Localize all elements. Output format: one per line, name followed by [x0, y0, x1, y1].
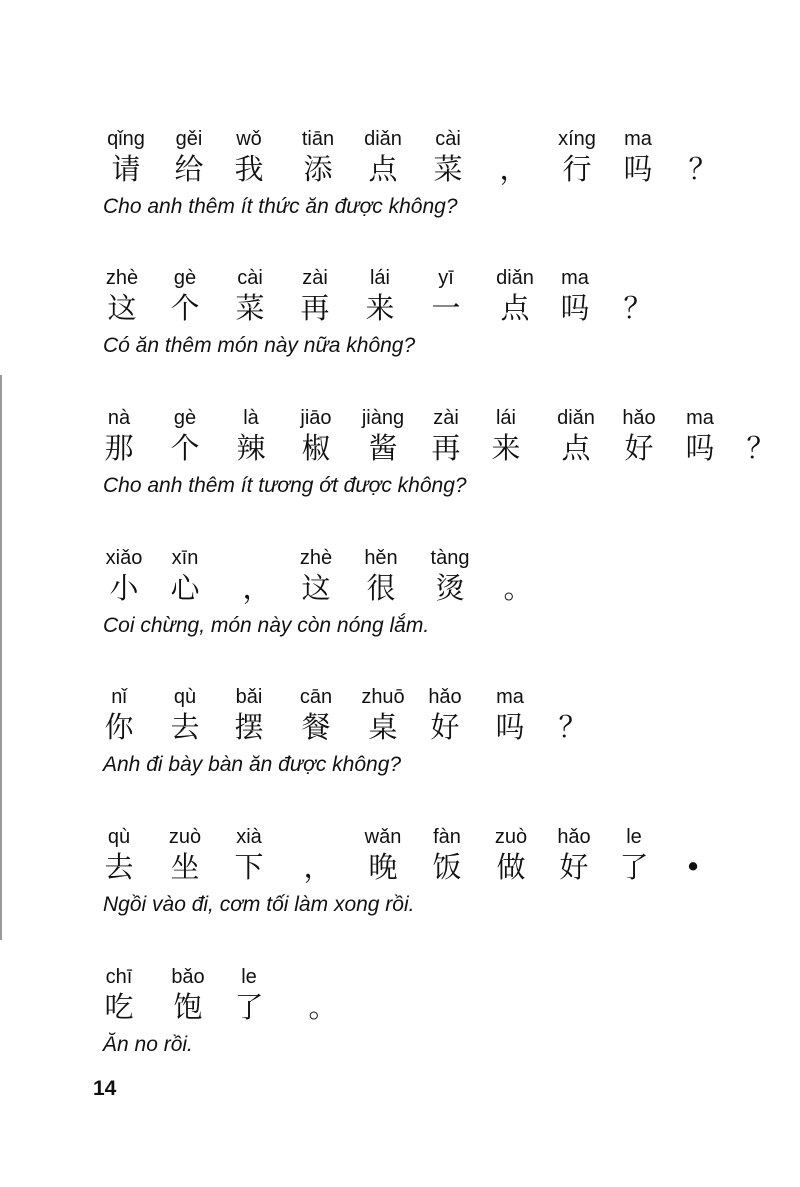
translation: Anh đi bày bàn ăn được không?: [103, 753, 402, 776]
hanzi: 桌: [368, 710, 398, 744]
hanzi: 一: [431, 291, 461, 325]
hanzi: 吃: [104, 990, 134, 1024]
hanzi: 很: [366, 571, 396, 605]
hanzi: 我: [234, 152, 264, 186]
pinyin: qù: [107, 826, 131, 848]
hanzi: 做: [496, 850, 526, 884]
hanzi: ，: [499, 152, 529, 186]
pinyin: lái: [495, 407, 516, 429]
hanzi: 点: [561, 431, 591, 465]
hanzi: 点: [368, 152, 398, 186]
hanzi: ？: [623, 291, 653, 325]
pinyin: ma: [496, 686, 524, 708]
hanzi: 再: [300, 291, 330, 325]
pinyin: cān: [299, 686, 333, 708]
hanzi: 小: [109, 571, 139, 605]
pinyin: cài: [435, 128, 461, 150]
hanzi: 椒: [301, 431, 331, 465]
hanzi: ，: [242, 571, 272, 605]
hanzi: 你: [104, 710, 134, 744]
pinyin: zhè: [299, 547, 333, 569]
hanzi: 给: [174, 152, 204, 186]
pinyin: le: [626, 826, 642, 848]
pinyin: tàng: [430, 547, 470, 569]
hanzi: ，: [303, 850, 333, 884]
hanzi: ？: [688, 152, 718, 186]
hanzi: ？: [558, 710, 588, 744]
pinyin: tiān: [301, 128, 335, 150]
hanzi: 好: [430, 710, 460, 744]
hanzi: 下: [234, 850, 264, 884]
pinyin: zhè: [105, 267, 139, 289]
pinyin: nà: [107, 407, 131, 429]
pinyin: gěi: [175, 128, 203, 150]
pinyin: nǐ: [111, 686, 127, 708]
pinyin: gè: [173, 407, 197, 429]
pinyin: là: [243, 407, 259, 429]
hanzi: •: [684, 850, 702, 884]
hanzi: 再: [431, 431, 461, 465]
hanzi: 吗: [623, 152, 653, 186]
pinyin: hǎo: [622, 407, 656, 429]
pinyin: chī: [105, 966, 133, 988]
pinyin: lái: [369, 267, 390, 289]
hanzi: 好: [559, 850, 589, 884]
pinyin: zuò: [168, 826, 202, 848]
translation: Có ăn thêm món này nữa không?: [103, 334, 416, 357]
pinyin: wǎn: [364, 826, 402, 848]
hanzi: ？: [746, 431, 776, 465]
hanzi: 行: [562, 152, 592, 186]
translation: Ngồi vào đi, cơm tối làm xong rồi.: [103, 893, 415, 916]
pinyin: ma: [624, 128, 652, 150]
hanzi: 了: [619, 850, 649, 884]
pinyin: ma: [561, 267, 589, 289]
pinyin: qǐng: [107, 128, 145, 150]
pinyin: xīn: [171, 547, 199, 569]
pinyin: xíng: [558, 128, 596, 150]
hanzi: 个: [170, 291, 200, 325]
hanzi: 晚: [368, 850, 398, 884]
hanzi: 菜: [235, 291, 265, 325]
hanzi: 去: [170, 710, 200, 744]
hanzi: 菜: [433, 152, 463, 186]
pinyin: hěn: [364, 547, 398, 569]
hanzi: 酱: [368, 431, 398, 465]
pinyin: xià: [236, 826, 262, 848]
hanzi: 去: [104, 850, 134, 884]
hanzi: 吗: [685, 431, 715, 465]
pinyin: xiǎo: [105, 547, 143, 569]
translation: Coi chừng, món này còn nóng lắm.: [103, 614, 430, 637]
hanzi: 辣: [236, 431, 266, 465]
hanzi: 点: [500, 291, 530, 325]
hanzi: 了: [234, 990, 264, 1024]
pinyin: hǎo: [428, 686, 462, 708]
translation: Cho anh thêm ít tương ớt được không?: [103, 474, 467, 497]
pinyin: jiàng: [361, 407, 405, 429]
hanzi: 吗: [495, 710, 525, 744]
pinyin: cài: [237, 267, 263, 289]
pinyin: bǎo: [171, 966, 205, 988]
hanzi: 添: [303, 152, 333, 186]
hanzi: 。: [503, 571, 533, 605]
hanzi: 心: [170, 571, 200, 605]
pinyin: zuò: [494, 826, 528, 848]
hanzi: 吗: [560, 291, 590, 325]
pinyin: diǎn: [496, 267, 534, 289]
pinyin: wǒ: [236, 128, 262, 150]
pinyin: zhuō: [361, 686, 405, 708]
hanzi: 这: [107, 291, 137, 325]
pinyin: jiāo: [300, 407, 332, 429]
pinyin: zài: [302, 267, 328, 289]
pinyin: bǎi: [235, 686, 263, 708]
translation: Ăn no rồi.: [103, 1033, 193, 1056]
pinyin: diǎn: [557, 407, 595, 429]
pinyin: hǎo: [557, 826, 591, 848]
pinyin: ma: [686, 407, 714, 429]
hanzi: 这: [301, 571, 331, 605]
hanzi: 餐: [301, 710, 331, 744]
page-number: 14: [93, 1077, 117, 1100]
hanzi: 摆: [234, 710, 264, 744]
pinyin: gè: [173, 267, 197, 289]
pinyin: le: [241, 966, 257, 988]
hanzi: 来: [365, 291, 395, 325]
pinyin: zài: [433, 407, 459, 429]
hanzi: 请: [111, 152, 141, 186]
pinyin: diǎn: [364, 128, 402, 150]
hanzi: 饭: [432, 850, 462, 884]
hanzi: 个: [170, 431, 200, 465]
hanzi: 。: [308, 990, 338, 1024]
hanzi: 饱: [173, 990, 203, 1024]
page-edge-line: [0, 375, 2, 940]
pinyin: yī: [438, 267, 454, 289]
translation: Cho anh thêm ít thức ăn được không?: [103, 195, 458, 218]
pinyin: fàn: [433, 826, 461, 848]
hanzi: 来: [491, 431, 521, 465]
pinyin: qù: [173, 686, 197, 708]
hanzi: 坐: [170, 850, 200, 884]
hanzi: 那: [104, 431, 134, 465]
hanzi: 好: [624, 431, 654, 465]
hanzi: 烫: [435, 571, 465, 605]
